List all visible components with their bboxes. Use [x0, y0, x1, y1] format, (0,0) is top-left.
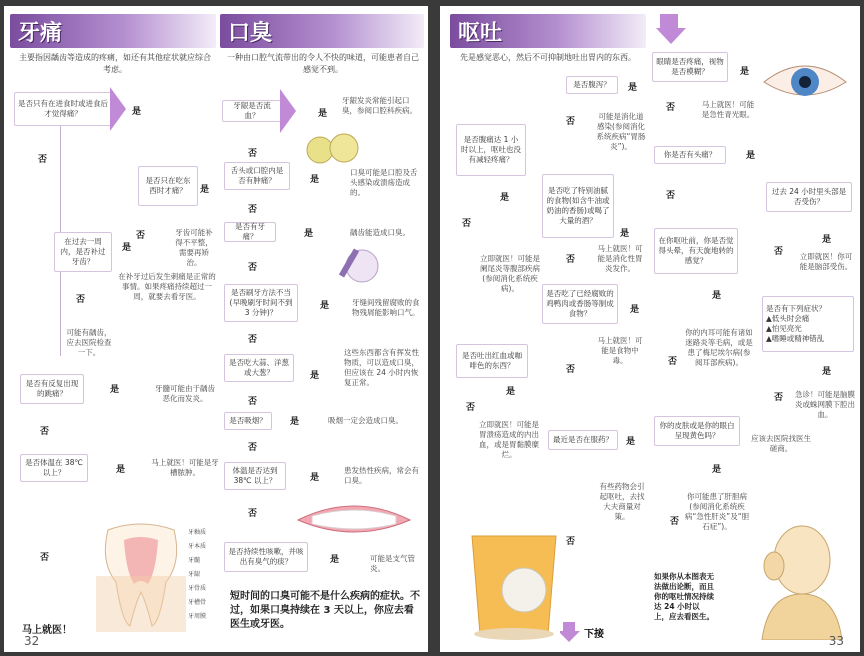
no-label: 否 — [38, 155, 48, 165]
breath-q7: 体温是否达到 38℃ 以上？ — [224, 462, 286, 490]
symptoms-question: 是否有下列症状？ — [766, 304, 826, 313]
yes-label: 是 — [110, 385, 120, 395]
no-label: 否 — [248, 205, 258, 215]
yes-label: 是 — [320, 301, 330, 311]
yes-label: 是 — [132, 107, 142, 117]
no-label: 否 — [248, 397, 258, 407]
no-label: 否 — [248, 149, 258, 159]
tooth-q4: 是否有反复出现的跳痛？ — [20, 374, 84, 404]
yes-label: 是 — [712, 291, 722, 301]
no-label: 否 — [248, 509, 258, 519]
tooth-label: 牙本质 — [188, 543, 207, 550]
breath-n8: 可能是支气管炎。 — [370, 554, 415, 573]
tooth-q1: 是否只有在进食时或进食后才觉得痛？ — [14, 92, 112, 126]
breath-conclusion: 短时间的口臭可能不是什么疾病的症状。不过，如果口臭持续在 3 天以上，你应去看医生或牙医。 — [230, 591, 420, 630]
vomit-n-meds: 有些药物会引起呕吐，去找大夫商量对策。 — [599, 482, 645, 521]
yes-label: 是 — [630, 305, 640, 315]
no-label: 否 — [248, 335, 258, 345]
no-label: 否 — [566, 365, 576, 375]
page-number: 33 — [828, 634, 844, 648]
yes-label: 是 — [304, 229, 314, 239]
vomit-title: 呕吐 — [458, 21, 503, 46]
no-label: 否 — [466, 403, 476, 413]
vomit-q-symptoms — [762, 296, 854, 352]
vomit-n-pain: 立即就医！可能是阑尾炎等腹部疾病(参阅消化系统疾病)。 — [480, 254, 540, 293]
vomit-q-spoiled: 是否吃了已经腐败的鸡鸭肉或香肠等制成食物？ — [542, 284, 618, 324]
breath-q4: 是否刷牙方法不当(早晚刷牙时间不到 3 分钟)？ — [224, 284, 298, 322]
tooth-q3: 在过去一周内，是否补过牙齿？ — [54, 232, 112, 272]
vomit-q-blood: 是否吐出红血或咖啡色的东西？ — [456, 344, 528, 378]
vomit-n-food: 马上就医！可能是消化性胃炎发作。 — [597, 244, 643, 273]
headache-illustration — [752, 520, 852, 640]
badbreath-title: 口臭 — [228, 21, 273, 46]
no-label: 否 — [40, 553, 50, 563]
vomit-header — [450, 14, 646, 48]
vomit-n-symptoms: 急诊！可能是脑膜炎或蛛网膜下腔出血。 — [795, 390, 855, 419]
yes-label: 是 — [822, 235, 832, 245]
no-label: 否 — [40, 427, 50, 437]
eye-illustration — [760, 54, 850, 108]
toothache-title: 牙痛 — [18, 21, 63, 46]
yes-label: 是 — [822, 367, 832, 377]
right-page — [440, 6, 860, 652]
tooth-q5: 是否体温在 38℃ 以上？ — [20, 454, 88, 482]
tooth-illustration — [96, 522, 186, 632]
vomit-n-spoiled: 马上就医！可能是食物中毒。 — [597, 336, 643, 365]
vomit-q-food: 是否吃了特别油腻的食物(如含牛油或奶油的香肠)或喝了大量的酒？ — [542, 174, 614, 238]
arrow-icon — [280, 89, 296, 133]
vomit-q-dizzy: 在你呕吐前，你是否觉得头晕，有天旋地转的感觉？ — [654, 228, 738, 274]
continue-button[interactable] — [560, 622, 604, 642]
yes-label: 是 — [310, 371, 320, 381]
no-label: 否 — [462, 219, 472, 229]
yes-label: 是 — [116, 465, 126, 475]
tooth-label: 牙髓 — [188, 557, 201, 564]
teeth-illustration — [294, 500, 414, 540]
vomit-n-24h: 立即就医！你可能是脑部受伤。 — [799, 252, 853, 271]
vomit-q-24h: 过去 24 小时里头部是否受伤？ — [766, 182, 852, 212]
vomit-q-meds: 最近是否在服药？ — [548, 430, 618, 450]
breath-q8: 是否持续性咳嗽，并咳出有臭气的痰？ — [224, 542, 308, 572]
yes-label: 是 — [330, 555, 340, 565]
no-label: 否 — [566, 255, 576, 265]
vomit-n-dizzy: 你的内耳可能有诸如迷路炎等毛病，或是患了梅尼埃尔病(参阅耳部疾病)。 — [685, 328, 753, 367]
tooth-label: 牙釉质 — [188, 529, 207, 536]
tooth-label: 牙骨质 — [188, 585, 207, 592]
no-label: 否 — [668, 357, 678, 367]
down-arrow-icon — [560, 622, 580, 642]
page-number: 32 — [24, 634, 40, 648]
toothache-header — [10, 14, 216, 48]
breath-q2: 舌头或口腔内是否有肿痛？ — [224, 162, 290, 190]
tooth-label: 牙龈 — [188, 571, 201, 578]
no-label: 否 — [774, 393, 784, 403]
tooth-final: 马上就医！ — [22, 625, 72, 636]
vomit-q-diarrhea: 是否腹泻？ — [566, 76, 618, 94]
yes-label: 是 — [500, 193, 510, 203]
breath-n6: 吸烟一定会造成口臭。 — [328, 416, 403, 425]
vomit-intro: 先是感觉恶心，然后不可抑制地吐出胃内的东西。 — [460, 53, 636, 62]
yes-label: 是 — [740, 67, 750, 77]
no-label: 否 — [136, 231, 146, 241]
fruit-illustration — [304, 130, 364, 166]
yes-label: 是 — [712, 465, 722, 475]
yes-label: 是 — [620, 229, 630, 239]
vomit-n-eye: 马上就医！可能是急性青光眼。 — [701, 100, 755, 119]
brush-illustration — [336, 244, 386, 284]
tooth-n3: 在补牙过后发生刺痛是正常的事情。如果疼痛持续超过一周，就要去看牙医。 — [118, 272, 216, 301]
yes-label: 是 — [746, 151, 756, 161]
down-arrow-icon — [656, 14, 688, 44]
symptom-item: ▲怕见亮光 — [766, 324, 802, 333]
yes-label: 是 — [318, 109, 328, 119]
vomit-q-head: 你是否有头痛？ — [654, 146, 726, 164]
no-label: 否 — [670, 517, 680, 527]
symptom-item: ▲嗜睡或精神错乱 — [766, 334, 825, 343]
breath-n3: 龋齿能造成口臭。 — [350, 228, 410, 237]
vomit-q-yellow: 你的皮肤或是你的眼白呈现黄色吗？ — [654, 416, 740, 446]
breath-n7: 患发热性疾病，常会有口臭。 — [344, 466, 419, 485]
badbreath-header — [220, 14, 424, 48]
yes-label: 是 — [200, 185, 210, 195]
no-label: 否 — [566, 537, 576, 547]
vomit-n-yellow: 你可能患了肝胆病(参阅消化系统疾病“急性肝炎”及“胆石症”)。 — [684, 492, 750, 531]
yes-label: 是 — [122, 243, 132, 253]
tooth-n5: 马上就医！可能是牙槽脓肿。 — [151, 458, 219, 477]
tooth-n2: 牙齿可能补得不平整，需要再矫治。 — [175, 228, 213, 267]
no-label: 否 — [774, 247, 784, 257]
yes-label: 是 — [290, 417, 300, 427]
yes-label: 是 — [628, 83, 638, 93]
arrow-icon — [110, 87, 126, 131]
continue-label: 下接 — [584, 628, 604, 640]
yes-label: 是 — [310, 175, 320, 185]
vomit-n-diarrhea: 可能是消化道感染(参阅消化系统疾病“胃肠炎”)。 — [596, 112, 646, 151]
badbreath-intro: 一种由口腔气流带出的令人不快的味道，可能患者自己感觉不到。 — [227, 53, 419, 74]
toothache-intro: 主要指因龋齿等造成的疼痛，如还有其他症状就应综合考虑。 — [19, 53, 211, 74]
tooth-n3-no: 可能有龋齿，应去医院检查一下。 — [66, 328, 112, 357]
breath-q1: 牙龈是否流血？ — [222, 100, 282, 122]
tooth-label: 牙周膜 — [188, 613, 207, 620]
yes-label: 是 — [626, 437, 636, 447]
tooth-q2: 是否只在吃东西时才痛？ — [138, 166, 198, 206]
breath-n2: 口臭可能是口腔及舌头感染或溃疡造成的。 — [350, 168, 418, 197]
left-page — [4, 6, 428, 652]
no-label: 否 — [566, 117, 576, 127]
tooth-n4: 牙髓可能由于龋齿恶化而发炎。 — [155, 384, 215, 403]
symptom-item: ▲低头时会痛 — [766, 314, 810, 323]
breath-n4: 牙缝间残留腐败的食物残屑能影响口气。 — [352, 298, 420, 317]
no-label: 否 — [76, 295, 86, 305]
breath-n1: 牙龈发炎常能引起口臭，参阅口腔科疾病。 — [342, 96, 417, 115]
glass-illustration — [464, 530, 564, 642]
breath-n5: 这些东西都含有挥发性物质，可以造成口臭，但应该在 24 小时内恢复正常。 — [344, 348, 419, 387]
vomit-q-eye: 眼睛是否疼痛，视物是否模糊？ — [652, 52, 728, 82]
vomit-n-symptoms-no: 应该去医院找医生磋商。 — [751, 434, 811, 453]
no-label: 否 — [248, 263, 258, 273]
vomit-n-blood: 立即就医！可能是胃溃疡造成的内出血，或是胃黏膜糜烂。 — [479, 420, 539, 459]
breath-q3: 是否有牙痛？ — [224, 222, 276, 242]
yes-label: 是 — [506, 387, 516, 397]
breath-q6: 是否吸烟？ — [224, 412, 272, 430]
no-label: 否 — [248, 443, 258, 453]
yes-label: 是 — [310, 473, 320, 483]
tooth-label: 牙槽骨 — [188, 599, 207, 606]
no-label: 否 — [666, 191, 676, 201]
breath-q5: 是否吃大蒜、洋葱或大葱？ — [224, 354, 294, 382]
vomit-final: 如果你从本图表无法做出论断，而且你的呕吐情况持续达 24 小时以上，应去看医生。 — [654, 572, 714, 621]
no-label: 否 — [666, 103, 676, 113]
vomit-q-pain: 是否腹痛达 1 小时以上，呕吐也没有减轻疼痛？ — [456, 124, 526, 176]
